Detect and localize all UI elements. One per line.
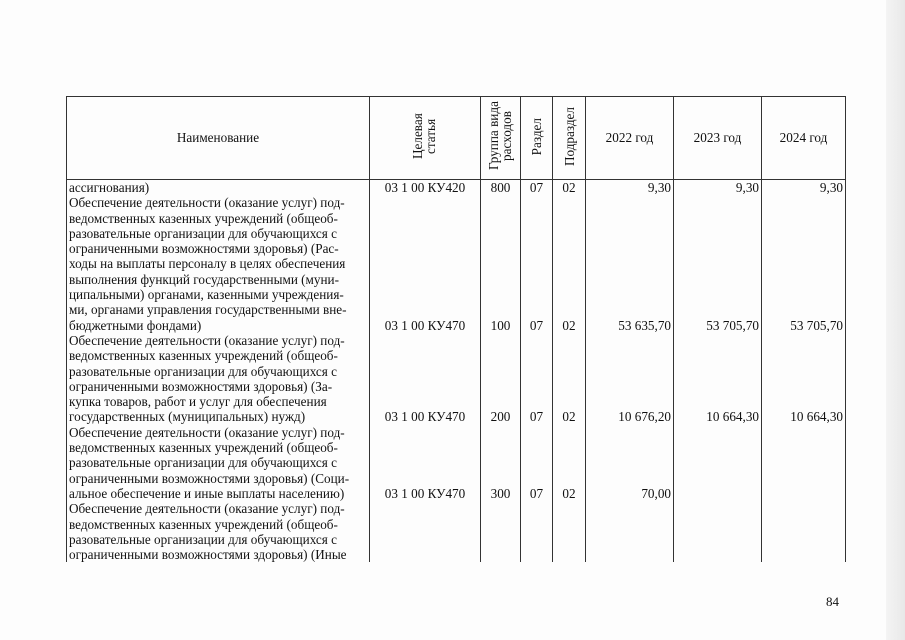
row-value-2022: 70,00 — [586, 425, 674, 501]
row-value-2023: 10 664,30 — [674, 333, 762, 425]
table-row — [67, 425, 846, 501]
row-value-2023: 53 705,70 — [674, 195, 762, 333]
row-value-2024: 53 705,70 — [762, 195, 846, 333]
row-subsection: 02 — [553, 195, 586, 333]
row-section: 07 — [521, 425, 553, 501]
row-code: 03 1 00 КУ470 — [370, 333, 481, 425]
row-name: Обеспечение деятельности (оказание услуг) под- ведомственных казенных учреждений (общеоб- разовательные организации для обучающихся с ограниченными возможностями здоровья) (Иные — [67, 501, 370, 562]
row-value-2022: 9,30 — [586, 180, 674, 196]
header-subsection: Подраздел — [553, 97, 586, 180]
table-header-row — [67, 97, 846, 180]
header-year-2022: 2022 год — [586, 97, 674, 180]
row-code: 03 1 00 КУ470 — [370, 425, 481, 501]
row-value-2024 — [762, 425, 846, 501]
header-expense-group: Группа вида расходов — [481, 97, 521, 180]
row-group: 200 — [481, 333, 521, 425]
row-name: ассигнования) — [67, 180, 370, 196]
row-name: Обеспечение деятельности (оказание услуг) под- ведомственных казенных учреждений (общеоб- разовательные организации для обучающихся с ограниченными возможностями здоровья) (Рас- ходы на выплаты персоналу в целях обеспечения выполнения функций государственными (муни- ципальными) органами, казенными учреждения- ми, органами управления государственными вне- бюджетными фондами) — [67, 195, 370, 333]
row-name: Обеспечение деятельности (оказание услуг) под- ведомственных казенных учреждений (общеоб- разовательные организации для обучающихся с ограниченными возможностями здоровья) (Соци- альное обеспечение и иные выплаты населению) — [67, 425, 370, 501]
row-group: 100 — [481, 195, 521, 333]
row-subsection: 02 — [553, 180, 586, 196]
row-value-2024: 9,30 — [762, 180, 846, 196]
table-row — [67, 333, 846, 425]
header-name: Наименование — [67, 97, 370, 180]
row-value-2022: 53 635,70 — [586, 195, 674, 333]
table-row — [67, 180, 846, 196]
row-value-2023 — [674, 425, 762, 501]
row-group: 300 — [481, 425, 521, 501]
row-subsection: 02 — [553, 333, 586, 425]
row-name: Обеспечение деятельности (оказание услуг) под- ведомственных казенных учреждений (общеоб- разовательные организации для обучающихся с ограниченными возможностями здоровья) (За- купка товаров, работ и услуг для обеспечения государственных (муниципальных) нужд) — [67, 333, 370, 425]
row-group: 800 — [481, 180, 521, 196]
row-section: 07 — [521, 333, 553, 425]
row-code: 03 1 00 КУ470 — [370, 195, 481, 333]
row-value-2022: 10 676,20 — [586, 333, 674, 425]
budget-table — [66, 96, 846, 562]
page-edge-shadow — [886, 0, 905, 640]
page-number: 84 — [826, 594, 839, 609]
row-value-2024: 10 664,30 — [762, 333, 846, 425]
row-value-2023: 9,30 — [674, 180, 762, 196]
header-year-2023: 2023 год — [674, 97, 762, 180]
row-group — [481, 501, 521, 562]
table-row — [67, 195, 846, 333]
row-subsection: 02 — [553, 425, 586, 501]
header-section: Раздел — [521, 97, 553, 180]
row-subsection — [553, 501, 586, 562]
row-code: 03 1 00 КУ420 — [370, 180, 481, 196]
row-value-2024 — [762, 501, 846, 562]
row-value-2023 — [674, 501, 762, 562]
row-section: 07 — [521, 195, 553, 333]
header-year-2024: 2024 год — [762, 97, 846, 180]
row-section: 07 — [521, 180, 553, 196]
header-target-article: Целевая статья — [370, 97, 481, 180]
row-code — [370, 501, 481, 562]
row-section — [521, 501, 553, 562]
table-row — [67, 501, 846, 562]
row-value-2022 — [586, 501, 674, 562]
